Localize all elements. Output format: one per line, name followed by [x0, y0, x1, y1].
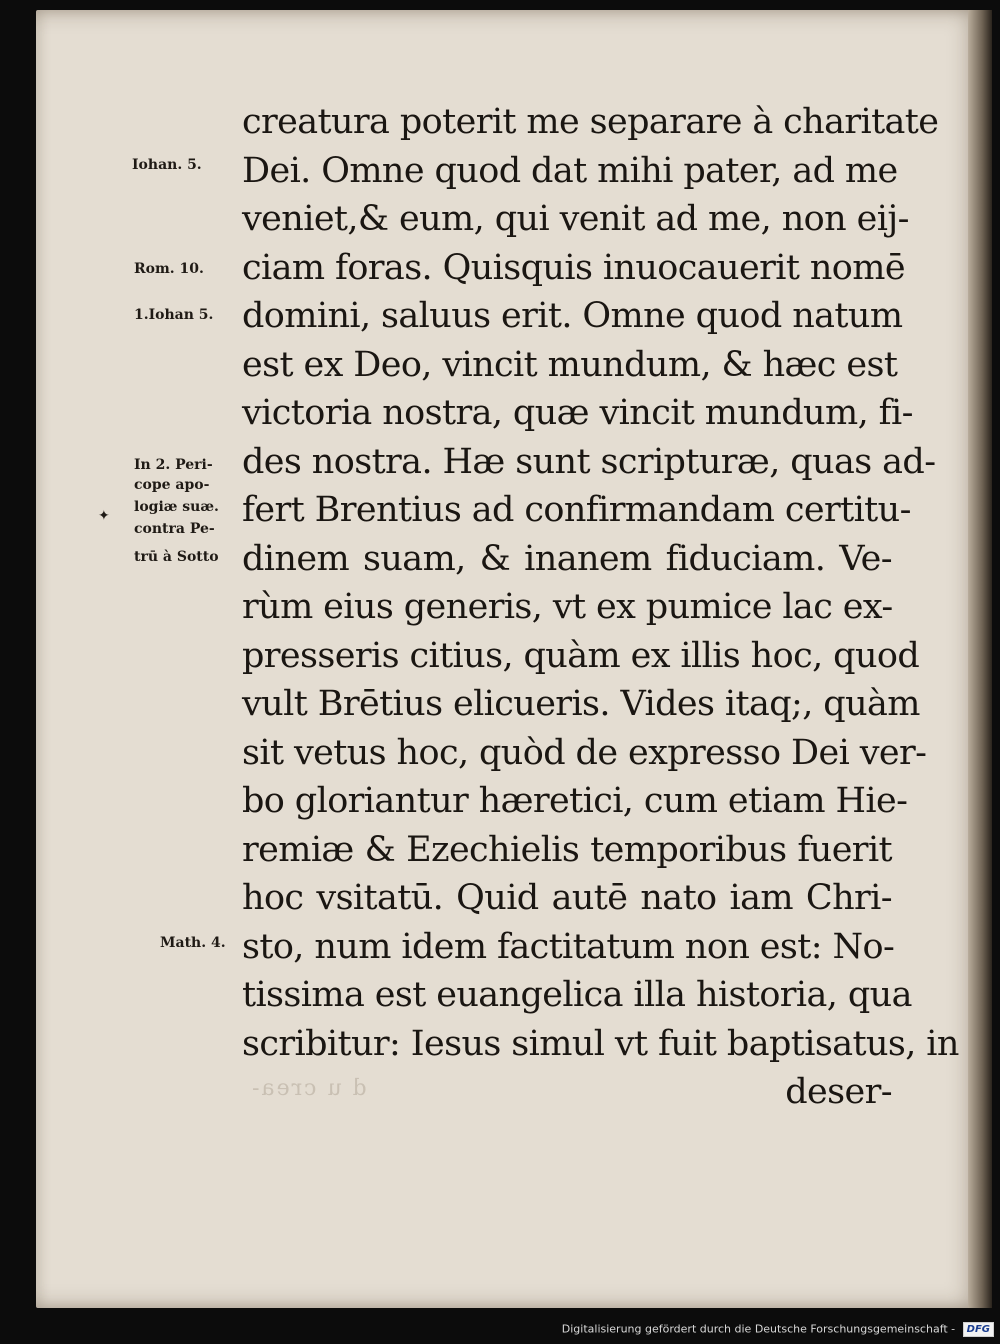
margin-note-iohan: Iohan. 5. [132, 157, 202, 173]
dfg-logo-icon: DFG [963, 1322, 994, 1337]
text-line: victoria nostra, quæ vincit mundum, fi- [242, 393, 913, 433]
footer-credit: Digitalisierung gefördert durch die Deutsche Forschungsgemeinschaft - [561, 1322, 956, 1336]
text-line: sto, num idem factitatum non est: No- [242, 926, 895, 967]
margin-note-peri-line-4: contra Pe- [134, 521, 215, 537]
text-line: dinem suam, & inanem fiduciam. Ve- [242, 538, 892, 579]
text-line: hoc vsitatū. Quid autē nato iam Chri- [242, 878, 892, 918]
text-line: fert Brentius ad confirmandam certitu- [242, 490, 911, 530]
margin-note-math: Math. 4. [160, 935, 226, 951]
text-line: ciam foras. Quisquis inuocauerit nomē [242, 247, 905, 288]
margin-note-peri-line-3: logiæ suæ. [134, 499, 219, 515]
text-line: domini, saluus erit. Omne quod natum [242, 296, 903, 336]
text-line: veniet,& eum, qui venit ad me, non eij- [242, 199, 909, 239]
margin-note-peri-line-2: cope apo- [134, 477, 210, 493]
text-line: scribitur: Iesus simul vt fuit baptisatus, in [242, 1023, 959, 1064]
text-line: Dei. Omne quod dat mihi pater, ad me [242, 150, 898, 191]
text-line: est ex Deo, vincit mundum, & hæc est [242, 344, 898, 385]
body-text [242, 98, 959, 1117]
digitization-footer [0, 1322, 994, 1337]
bleed-through-text: d u crea- [250, 1076, 367, 1101]
margin-note-peri-line-5: trū à Sotto [134, 549, 219, 565]
text-line: tissima est euangelica illa historia, qua [242, 975, 912, 1015]
text-line: presseris citius, quàm ex illis hoc, quod [242, 635, 920, 676]
page-gutter-shadow [968, 10, 992, 1308]
text-line: des nostra. Hæ sunt scripturæ, quas ad- [242, 441, 936, 482]
margin-note-1-iohan: 1.Iohan 5. [134, 307, 214, 323]
text-line: remiæ & Ezechielis temporibus fuerit [242, 829, 892, 870]
text-line: sit vetus hoc, quòd de expresso Dei ver- [242, 732, 927, 773]
text-line: bo gloriantur hæretici, cum etiam Hie- [242, 781, 908, 821]
catchword: deser- [785, 1072, 892, 1112]
marker-star-icon: ✦ [98, 508, 110, 524]
text-line: vult Brētius elicueris. Vides itaq;, quàm [242, 684, 920, 724]
margin-note-peri-line-1: In 2. Peri- [134, 457, 213, 473]
text-line: rùm eius generis, vt ex pumice lac ex- [242, 587, 893, 627]
margin-note-rom: Rom. 10. [134, 261, 204, 277]
text-line: creatura poterit me separare à charitate [242, 102, 939, 142]
